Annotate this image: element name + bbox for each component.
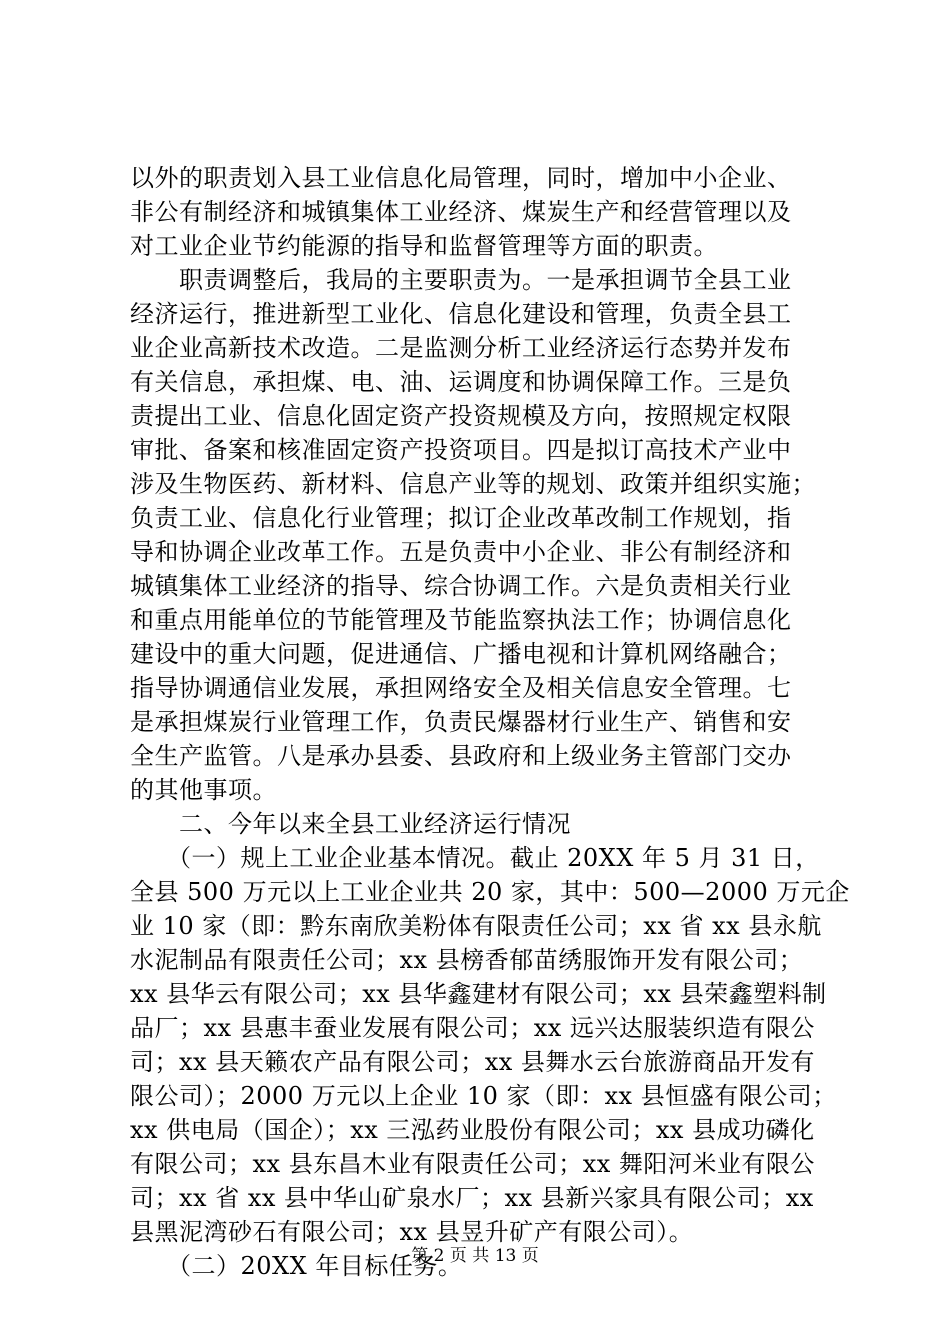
text-line: 司；xx 县天籁农产品有限公司；xx 县舞水云台旅游商品开发有 — [130, 1048, 815, 1076]
text-line: 城镇集体工业经济的指导、综合协调工作。六是负责相关行业 — [130, 572, 792, 600]
text-line: 对工业企业节约能源的指导和监督管理等方面的职责。 — [130, 232, 718, 260]
text-line: 业企业高新技术改造。二是监测分析工业经济运行态势并发布 — [130, 334, 792, 362]
text-line: （二）20XX 年目标任务。 — [130, 1252, 463, 1280]
text-line: 和重点用能单位的节能管理及节能监察执法工作；协调信息化 — [130, 606, 792, 634]
text-line: 指导协调通信业发展，承担网络安全及相关信息安全管理。七 — [130, 674, 792, 702]
text-line: 有限公司；xx 县东昌木业有限责任公司；xx 舞阳河米业有限公 — [130, 1150, 815, 1178]
text-line: 水泥制品有限责任公司；xx 县榜香郁苗绣服饰开发有限公司； — [130, 946, 804, 974]
text-line: 建设中的重大问题，促进通信、广播电视和计算机网络融合； — [130, 640, 792, 668]
text-line: 的其他事项。 — [130, 776, 277, 804]
text-line: 经济运行，推进新型工业化、信息化建设和管理，负责全县工 — [130, 300, 792, 328]
text-line: 全生产监管。八是承办县委、县政府和上级业务主管部门交办 — [130, 742, 792, 770]
text-line: 有关信息，承担煤、电、油、运调度和协调保障工作。三是负 — [130, 368, 792, 396]
text-line: 非公有制经济和城镇集体工业经济、煤炭生产和经营管理以及 — [130, 198, 792, 226]
text-line: 品厂；xx 县惠丰蚕业发展有限公司；xx 远兴达服装织造有限公 — [130, 1014, 815, 1042]
text-line: 全县 500 万元以上工业企业共 20 家，其中：500—2000 万元企 — [130, 878, 850, 906]
text-line: 以外的职责划入县工业信息化局管理，同时，增加中小企业、 — [130, 164, 792, 192]
text-line: 二、今年以来全县工业经济运行情况 — [130, 810, 571, 838]
text-line: 审批、备案和核准固定资产投资项目。四是拟订高技术产业中 — [130, 436, 792, 464]
text-line: 导和协调企业改革工作。五是负责中小企业、非公有制经济和 — [130, 538, 792, 566]
text-line: 司；xx 省 xx 县中华山矿泉水厂；xx 县新兴家具有限公司；xx — [130, 1184, 814, 1212]
text-line: （一）规上工业企业基本情况。截止 20XX 年 5 月 31 日， — [130, 844, 820, 872]
text-line: 负责工业、信息化行业管理；拟订企业改革改制工作规划，指 — [130, 504, 792, 532]
text-line: xx 县华云有限公司；xx 县华鑫建材有限公司；xx 县荣鑫塑料制 — [130, 980, 827, 1008]
document-body — [130, 161, 850, 1283]
text-line: 限公司）；2000 万元以上企业 10 家（即：xx 县恒盛有限公司； — [130, 1082, 837, 1110]
text-line: 是承担煤炭行业管理工作，负责民爆器材行业生产、销售和安 — [130, 708, 792, 736]
text-line: 业 10 家（即：黔东南欣美粉体有限责任公司；xx 省 xx 县永航 — [130, 912, 822, 940]
text-line: 县黑泥湾砂石有限公司；xx 县昱升矿产有限公司）。 — [130, 1218, 694, 1246]
page-footer: 第 2 页 共 13 页 — [411, 1246, 539, 1266]
text-line: xx 供电局（国企）；xx 三泓药业股份有限公司；xx 县成功磷化 — [130, 1116, 815, 1144]
text-line: 职责调整后，我局的主要职责为。一是承担调节全县工业 — [130, 266, 792, 294]
text-line: 责提出工业、信息化固定资产投资规模及方向，按照规定权限 — [130, 402, 792, 430]
text-line: 涉及生物医药、新材料、信息产业等的规划、政策并组织实施； — [130, 470, 816, 498]
